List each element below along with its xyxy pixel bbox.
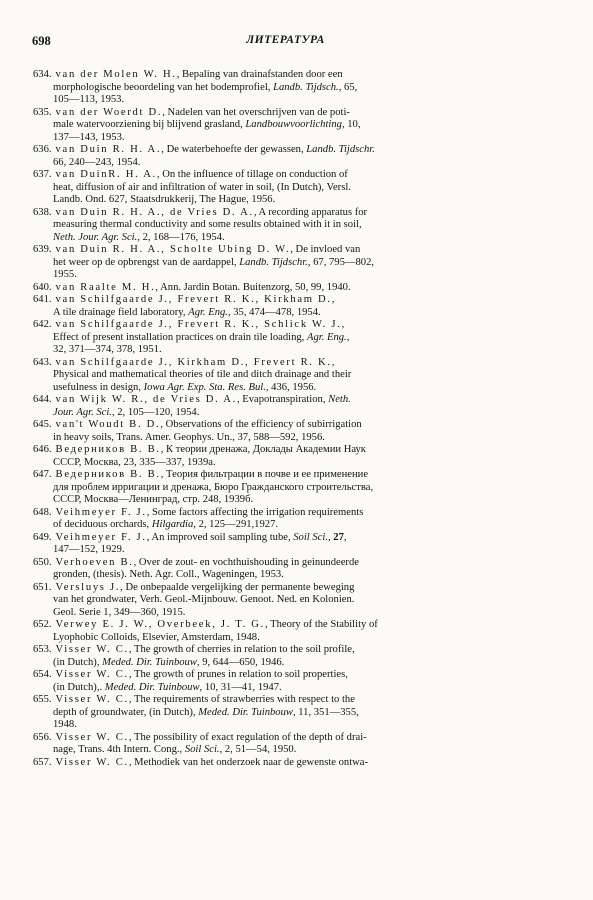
reference-continuation-line: [33, 332, 549, 345]
ref-source: Jour. Agr. Sci.: [53, 406, 112, 418]
reference-entry: [33, 757, 549, 770]
reference-entry: [33, 582, 549, 620]
reference-continuation-line: [33, 482, 549, 495]
reference-number: 647.: [33, 469, 52, 480]
ref-text: , 67, 795—802,: [307, 256, 375, 268]
reference-entry: [33, 294, 549, 319]
reference-entry: [33, 732, 549, 757]
reference-continuation-line: [33, 719, 549, 732]
ref-text: in heavy soils, Trans. Amer. Geophys. Un., 37, 588—592, 1956.: [53, 431, 325, 443]
ref-source: Iowa Agr. Exp. Sta. Res. Bul.: [143, 381, 266, 393]
ref-text: ,: [331, 356, 335, 368]
reference-number: 637.: [33, 169, 52, 180]
ref-text: Geol. Serie 1, 349—360, 1915.: [53, 606, 186, 618]
ref-text: measuring thermal conductivity and some results obtained with it in soil,: [53, 219, 362, 230]
ref-text: van het grondwater, Verh. Geol.-Mijnbouw. Genoot. Ned. en Kolonien.: [53, 594, 355, 605]
ref-text: , 10,: [341, 119, 361, 130]
reference-continuation-line: [33, 82, 549, 95]
ref-text: , 2, 125—291,1927.: [193, 519, 279, 530]
ref-author: van Duin R. H. A., de Vries D. A.: [55, 206, 254, 218]
reference-number: 648.: [33, 506, 52, 518]
reference-continuation-line: [33, 607, 549, 620]
reference-continuation-line: [33, 257, 549, 270]
ref-text: , К теории дренажа, Доклады Академии Наук: [160, 444, 366, 455]
ref-text: , 11, 351—355,: [292, 706, 359, 718]
reference-first-line: [33, 169, 549, 182]
ref-source: Meded. Dir. Tuinbouw: [198, 706, 293, 718]
ref-text: , Methodiek van het onderzoek naar de gewenste ontwa-: [128, 756, 369, 768]
ref-text: 137—143, 1953.: [53, 131, 125, 143]
ref-source: Agr. Eng.: [188, 306, 228, 318]
reference-entry: [33, 557, 549, 582]
reference-entry: [33, 107, 549, 145]
reference-continuation-line: [33, 182, 549, 195]
ref-text: , 10, 31—41, 1947.: [199, 681, 282, 693]
ref-author: Versluys J.: [55, 581, 121, 593]
reference-first-line: [33, 107, 549, 120]
reference-continuation-line: [33, 707, 549, 720]
ref-author: Verwey E. J. W., Overbeek, J. T. G.: [55, 619, 265, 630]
ref-text: 105—113, 1953.: [53, 94, 125, 105]
reference-entry: [33, 394, 549, 419]
ref-source: Agr. Eng.: [306, 331, 347, 343]
page-header: [32, 34, 539, 50]
ref-source: Hilgardia: [151, 519, 194, 530]
reference-entry: [33, 357, 549, 395]
ref-text: , 436, 1956.: [265, 381, 317, 393]
ref-text: het weer op de opbrengst van de aardappel,: [53, 256, 240, 268]
reference-continuation-line: [33, 657, 549, 670]
ref-author: van Duin R. H. A., Scholte Ubing D. W.: [55, 244, 291, 255]
reference-number: 641.: [33, 294, 52, 305]
ref-author: Visser W. C.: [55, 694, 129, 705]
ref-author: van der Molen W. H.: [55, 69, 177, 80]
ref-source: Neth.: [328, 394, 351, 405]
reference-entry: [33, 69, 549, 107]
reference-first-line: [33, 69, 549, 82]
ref-text: Physical and mathematical theories of tile and ditch drainage and their: [53, 369, 352, 380]
reference-number: 642.: [33, 319, 52, 330]
reference-number: 656.: [33, 731, 52, 743]
ref-text: , Over de zout- en vochthuishouding in geinundeerde: [133, 556, 359, 568]
reference-number: 645.: [33, 419, 52, 430]
ref-author: van der Woerdt D.: [55, 106, 163, 118]
ref-text: morphologische beoordeling van het bodemprofiel,: [53, 81, 274, 93]
ref-text: male watervoorziening bij blijvend grasland,: [53, 119, 246, 130]
ref-text: nage, Trans. 4th Intern. Cong.,: [53, 744, 185, 755]
reference-number: 636.: [33, 144, 52, 155]
reference-entry: [33, 669, 549, 694]
ref-text: ,: [341, 319, 345, 330]
ref-text: , De waterbehoefte der gewassen,: [161, 144, 307, 155]
ref-text: , An improved soil sampling tube,: [146, 531, 294, 543]
reference-entry: [33, 319, 549, 357]
reference-first-line: [33, 669, 549, 682]
ref-text: 66, 240—243, 1954.: [53, 156, 141, 168]
ref-text: , Теория фильтрации в почве и ее применение: [160, 469, 369, 480]
ref-text: ,: [327, 531, 334, 543]
ref-text: , Theory of the Stability of: [265, 619, 378, 630]
reference-continuation-line: [33, 219, 549, 232]
reference-number: 653.: [33, 644, 52, 655]
ref-text: , The growth of cherries in relation to the soil profile,: [128, 644, 355, 655]
ref-text: , Evapotranspiration,: [236, 394, 329, 405]
ref-text: СССР, Москва, 23, 335—337, 1939а.: [53, 456, 216, 468]
reference-number: 638.: [33, 206, 52, 218]
ref-text: , Ann. Jardin Botan. Buitenzorg, 50, 99, 1940.: [155, 281, 351, 293]
reference-entry: [33, 282, 549, 295]
reference-continuation-line: [33, 432, 549, 445]
reference-first-line: [33, 644, 549, 657]
ref-source: Meded. Dir. Tuinbouw: [102, 656, 197, 668]
ref-text: 1955.: [53, 269, 77, 280]
reference-continuation-line: [33, 194, 549, 207]
reference-continuation-line: [33, 269, 549, 282]
reference-first-line: [33, 444, 549, 457]
reference-first-line: [33, 469, 549, 482]
ref-source: Landbouwvoorlichting: [245, 119, 342, 130]
ref-source: Soil Sci.: [184, 744, 220, 755]
reference-number: 654.: [33, 669, 52, 680]
ref-text: , Bepaling van drainafstanden door een: [176, 69, 343, 80]
ref-source: Soil Sci.: [293, 531, 328, 543]
ref-text: , 2, 168—176, 1954.: [137, 231, 225, 243]
ref-text: ,: [343, 531, 347, 543]
ref-author: Veihmeyer F. J.: [55, 506, 147, 518]
ref-text: для проблем ирригации и дренажа, Бюро Гражданского строительства,: [53, 481, 374, 493]
reference-first-line: [33, 319, 549, 332]
ref-text: 32, 371—374, 378, 1951.: [53, 344, 162, 355]
ref-author: Ведерников В. В.: [55, 444, 161, 455]
reference-number: 649.: [33, 531, 52, 543]
ref-text: , 35, 474—478, 1954.: [227, 306, 321, 318]
ref-author: van Schilfgaarde J., Frevert R. K., Schlick W. J.: [55, 319, 342, 330]
reference-list: [33, 69, 549, 769]
reference-number: 639.: [33, 244, 52, 255]
reference-continuation-line: [33, 457, 549, 470]
reference-continuation-line: [33, 94, 549, 107]
ref-author: Visser W. C.: [55, 731, 129, 743]
ref-text: , Some factors affecting the irrigation requirements: [146, 506, 364, 518]
reference-continuation-line: [33, 382, 549, 395]
ref-author: Visser W. C.: [55, 644, 129, 655]
reference-first-line: [33, 757, 549, 770]
ref-text: , On the influence of tillage on conduction of: [156, 169, 348, 180]
reference-entry: [33, 419, 549, 444]
reference-number: 651.: [33, 581, 52, 593]
reference-first-line: [33, 144, 549, 157]
ref-source: Meded. Dir. Tuinbouw: [104, 681, 200, 693]
reference-continuation-line: [33, 307, 549, 320]
reference-first-line: [33, 557, 549, 570]
ref-text: usefulness in design,: [53, 381, 144, 393]
reference-entry: [33, 694, 549, 732]
reference-continuation-line: [33, 569, 549, 582]
ref-author: Visser W. C.: [55, 669, 129, 680]
reference-number: 657.: [33, 756, 52, 768]
ref-author: Veihmeyer F. J.: [55, 531, 147, 543]
reference-continuation-line: [33, 369, 549, 382]
reference-first-line: [33, 582, 549, 595]
ref-source: Landb. Tijdschr.: [306, 144, 375, 155]
reference-number: 643.: [33, 356, 52, 368]
reference-entry: [33, 244, 549, 282]
reference-continuation-line: [33, 407, 549, 420]
ref-author: van Duin R. H. A.: [55, 144, 162, 155]
ref-text: (in Dutch),: [53, 656, 103, 668]
reference-entry: [33, 169, 549, 207]
ref-text: , The possibility of exact regulation of the depth of drai-: [128, 731, 367, 743]
ref-text: of deciduous orchards,: [53, 519, 152, 530]
reference-first-line: [33, 419, 549, 432]
reference-number: 644.: [33, 394, 52, 405]
ref-text: , 2, 51—54, 1950.: [219, 744, 297, 755]
ref-text: , A recording apparatus for: [253, 206, 368, 218]
reference-entry: [33, 532, 549, 557]
ref-author: Verhoeven B.: [55, 556, 134, 568]
reference-entry: [33, 644, 549, 669]
reference-first-line: [33, 619, 549, 632]
reference-continuation-line: [33, 344, 549, 357]
ref-text: ,: [331, 294, 335, 305]
reference-continuation-line: [33, 632, 549, 645]
reference-entry: [33, 469, 549, 507]
reference-entry: [33, 507, 549, 532]
ref-text: , Nadelen van het overschrijven van de poti-: [162, 106, 350, 118]
ref-author: van Schilfgaarde J., Frevert R. K., Kirkham D.: [55, 294, 332, 305]
reference-number: 655.: [33, 694, 52, 705]
ref-text: ,: [346, 331, 350, 343]
ref-text: heat, diffusion of air and infiltration of water in soil, (In Dutch), Versl.: [53, 181, 351, 193]
ref-text: , 65,: [338, 81, 358, 93]
reference-continuation-line: [33, 519, 549, 532]
ref-text: , The requirements of strawberries with respect to the: [128, 694, 355, 705]
ref-text: gronden, (thesis). Neth. Agr. Coll., Wageningen, 1953.: [53, 569, 284, 580]
ref-volume: 27: [333, 531, 344, 543]
reference-continuation-line: [33, 594, 549, 607]
reference-number: 634.: [33, 69, 52, 80]
reference-continuation-line: [33, 682, 549, 695]
ref-text: , Observations of the efficiency of subirrigation: [160, 419, 362, 430]
reference-first-line: [33, 394, 549, 407]
reference-entry: [33, 619, 549, 644]
reference-continuation-line: [33, 132, 549, 145]
ref-source: Neth. Jour. Agr. Sci.: [53, 231, 138, 243]
reference-entry: [33, 144, 549, 169]
ref-text: Effect of present installation practices on drain tile loading,: [53, 331, 307, 343]
ref-text: 1948.: [53, 719, 77, 730]
ref-text: , 2, 105—120, 1954.: [111, 406, 200, 418]
reference-first-line: [33, 294, 549, 307]
ref-author: van Raalte M. H.: [55, 281, 156, 293]
ref-author: van't Woudt B. D.: [55, 419, 161, 430]
ref-author: Ведерников В. В.: [55, 469, 161, 480]
reference-number: 652.: [33, 619, 52, 630]
ref-text: Lyophobic Colloids, Elsevier, Amsterdam, 1948.: [53, 631, 260, 643]
ref-text: (in Dutch),.: [53, 681, 105, 693]
ref-text: depth of groundwater, (in Dutch),: [53, 706, 199, 718]
page-number: 698: [32, 34, 51, 48]
reference-continuation-line: [33, 232, 549, 245]
ref-author: van DuinR. H. A.: [55, 169, 157, 180]
reference-number: 635.: [33, 106, 52, 118]
reference-continuation-line: [33, 119, 549, 132]
reference-continuation-line: [33, 544, 549, 557]
reference-first-line: [33, 507, 549, 520]
ref-text: , The growth of prunes in relation to soil properties,: [128, 669, 348, 680]
ref-source: Landb. Tijdschr.: [239, 256, 308, 268]
reference-first-line: [33, 207, 549, 220]
ref-text: , De onbepaalde vergelijking der permanente beweging: [120, 581, 355, 593]
reference-continuation-line: [33, 744, 549, 757]
ref-text: СССР, Москва—Ленинград, стр. 248, 1939б.: [53, 494, 254, 505]
reference-first-line: [33, 282, 549, 295]
ref-text: Landb. Ond. 627, Staatsdrukkerij, The Hague, 1956.: [53, 194, 276, 205]
reference-entry: [33, 444, 549, 469]
reference-first-line: [33, 357, 549, 370]
reference-continuation-line: [33, 157, 549, 170]
ref-author: Visser W. C.: [55, 756, 129, 768]
reference-first-line: [33, 244, 549, 257]
reference-first-line: [33, 732, 549, 745]
ref-author: van Schilfgaarde J., Kirkham D., Frevert R. K.: [55, 356, 332, 368]
reference-entry: [33, 207, 549, 245]
reference-first-line: [33, 694, 549, 707]
ref-author: van Wijk W. R., de Vries D. A.: [55, 394, 237, 405]
reference-continuation-line: [33, 494, 549, 507]
reference-number: 646.: [33, 444, 52, 455]
running-title: ЛИТЕРАТУРА: [246, 34, 325, 46]
reference-number: 640.: [33, 281, 52, 293]
ref-source: Landb. Tijdsch.: [273, 81, 339, 93]
ref-text: , 9, 644—650, 1946.: [196, 656, 285, 668]
reference-number: 650.: [33, 556, 52, 568]
ref-text: 147—152, 1929.: [53, 544, 125, 555]
ref-text: , De invloed van: [290, 244, 361, 255]
reference-first-line: [33, 532, 549, 545]
ref-text: A tile drainage field laboratory,: [53, 306, 189, 318]
